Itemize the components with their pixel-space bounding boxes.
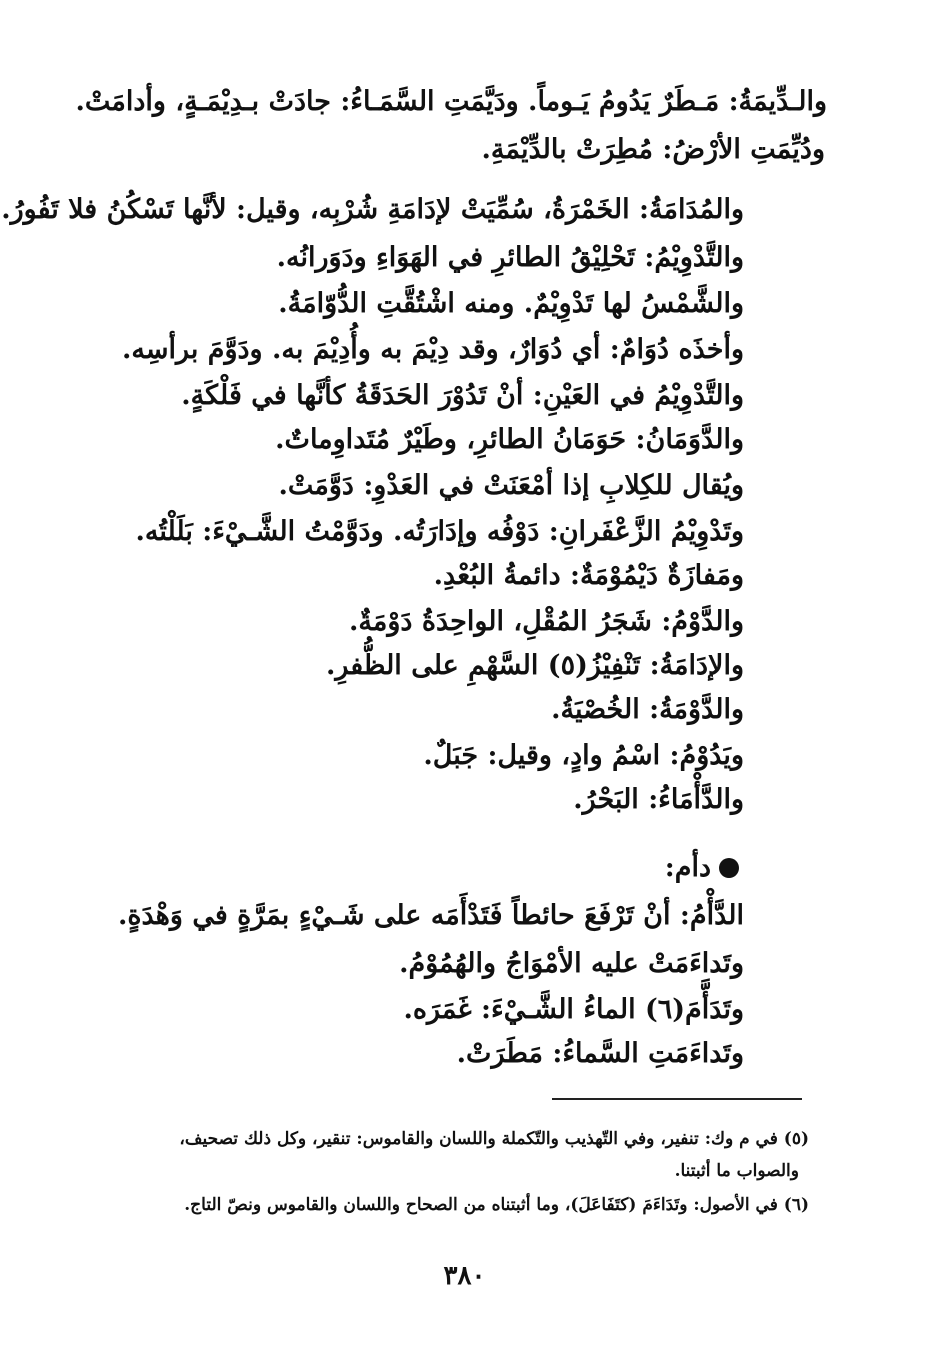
entry-line: والدَّوْمُ: شَجَرُ المُقْلِ، الواحِدَةُ دَوْمَةٌ. xyxy=(349,606,744,637)
intro-line-1: والـدِّيمَةُ: مَـطَرٌ يَدُومُ يَـوماً. ودَيَّمَتِ السَّمَـاءُ: جادَتْ بـدِيْمَـةٍ، وأدامَتْ. xyxy=(75,86,827,117)
entry-line: والدَّوْمَةُ: الخُصْيَةُ. xyxy=(551,694,744,725)
page-number: ٣٨٠ xyxy=(443,1261,486,1291)
section-line: وتَداءَمَتِ السَّماءُ: مَطَرَتْ. xyxy=(456,1038,744,1069)
section-heading-text: دأم: xyxy=(664,852,711,883)
entry-line: والدَّأْمَاءُ: البَحْرُ. xyxy=(573,784,744,815)
entry-line: والدَّوَمَانُ: حَوَمَانُ الطائرِ، وطَيْرٌ مُتَداوِماتٌ. xyxy=(275,424,744,455)
footnote-6: (٦) في الأصول: وتَدَاءَمَ (كتَفَاعَلَ)، وما أثبتناه من الصحاح واللسان والقاموس ونصّ التاج. xyxy=(184,1195,809,1215)
entry-line: ويَدُوْمُ: اسْمُ وادٍ، وقيل: جَبَلٌ. xyxy=(423,740,744,771)
bullet-icon xyxy=(719,858,739,878)
section-line: وتَداءَمَتْ عليه الأمْوَاجُ والهُمُوْمُ. xyxy=(399,948,744,979)
section-line: الدَّأْمُ: أنْ تَرْفَعَ حائطاً فَتَدْأَمَه على شَـيْءٍ بمَرَّةٍ في وَهْدَةٍ. xyxy=(117,900,744,931)
section-heading xyxy=(665,848,739,888)
entry-line: وأخذَه دُوَامٌ: أي دُوَارٌ، وقد دِيْمَ به وأُدِيْمَ به. ودَوَّمَ برأسِه. xyxy=(121,334,744,365)
footnote-divider xyxy=(552,1098,802,1100)
section-line: وتَدَأَّمَ(٦) الماءُ الشَّـيْءَ: غَمَرَه. xyxy=(403,994,744,1025)
entry-line: والشَّمْسُ لها تَدْوِيْمٌ. ومنه اشْتُقَّتِ الدُّوّامَةُ. xyxy=(278,288,744,319)
footnote-5: (٥) في م وك: تنفير، وفي التّهذيب والتّكملة واللسان والقاموس: تنقير، وكل ذلك تصحيف، xyxy=(179,1129,809,1149)
intro-line-2: ودُيِّمَتِ الأرْضُ: مُطِرَتْ بالدِّيْمَةِ. xyxy=(481,134,825,165)
entry-line: والتَّدْوِيْمُ: تَحْلِيْقُ الطائرِ في الهَوَاءِ ودَوَرانُه. xyxy=(276,242,744,273)
entry-line: وتَدْوِيْمُ الزَّعْفَرانِ: دَوْفُه وإدَارَتُه. ودَوَّمْتُ الشَّـيْءَ: بَلَلْتُه. xyxy=(135,516,744,547)
footnote-5-continuation: والصواب ما أثبتنا. xyxy=(674,1161,799,1181)
entry-line: والإدَامَةُ: تَنْفِيْزُ(٥) السَّهْمِ على الظُّفرِ. xyxy=(325,650,744,681)
entry-line: ومَفازَةٌ دَيْمُوْمَةٌ: دائمةُ البُعْدِ. xyxy=(433,560,744,591)
entry-line: والتَّدْوِيْمُ في العَيْنِ: أنْ تَدُوْرَ الحَدَقَةُ كأنَّها في فَلْكَةٍ. xyxy=(181,380,744,411)
entry-line: ويُقال للكِلابِ إذا أمْعَنَتْ في العَدْوِ: دَوَّمَتْ. xyxy=(278,470,744,501)
entry-line: والمُدَامَةُ: الخَمْرَةُ، سُمِّيَتْ لإدَامَةِ شُرْبِه، وقيل: لأنَّها تَسْكُنُ فلا تَفُورُ. xyxy=(1,194,744,225)
